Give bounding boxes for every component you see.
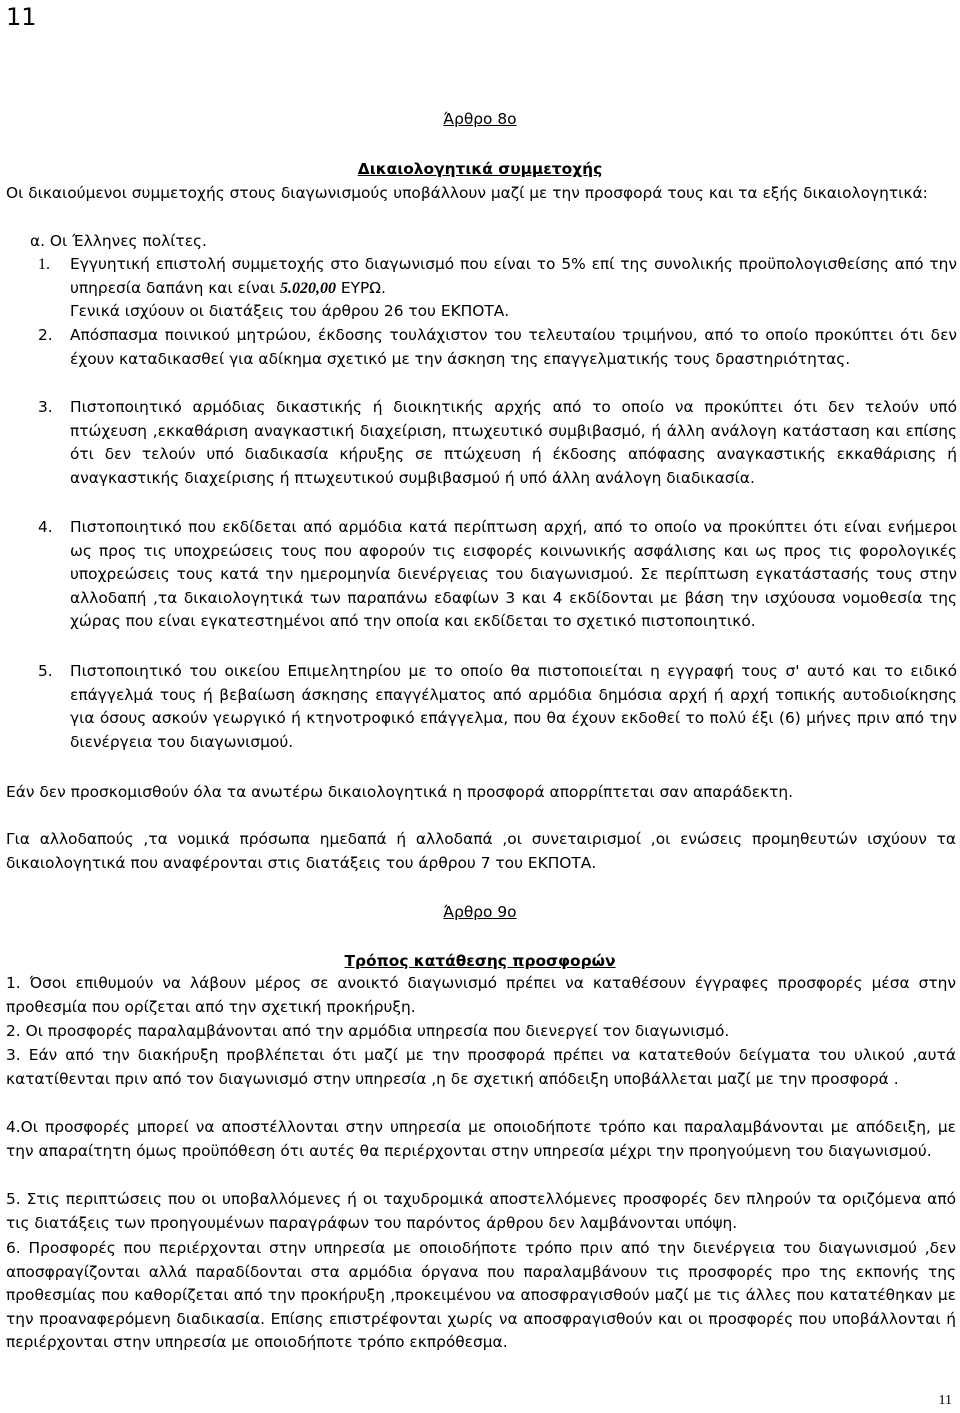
- list-item-note: Γενικά ισχύουν οι διατάξεις του άρθρου 26 του ΕΚΠΟΤΑ.: [70, 302, 510, 320]
- article-8-title: Δικαιολογητικά συμμετοχής: [357, 160, 603, 178]
- article-9-paragraph-6: 6. Προσφορές που περιέρχονται στην υπηρεσία με οποιοδήποτε τρόπο πριν από την διενέργεια του διαγωνισμού ,δεν αποσφραγίζονται αλλά παραδίδονται στα αρμόδια όργανα που παραλαμβάνουν τις προσφορές προ της εκπονής της προθεσμίας που καθορίζεται από την προκήρυξη ,προκειμένου να αποσφραγισθούν μαζί με τις άλλες που κατατέθηκαν με την προαναφερόμενη διαδικασία. Επίσης επιστρέφονται χωρίς να αποσφραγισθούν και οι προσφορές που υποβάλλονται ή περιέρχονται στην υπηρεσία με οποιοδήποτε τρόπο εκπρόθεσμα.: [6, 1239, 956, 1351]
- page-number-bottom: 11: [938, 1393, 952, 1408]
- article-8-heading: Άρθρο 8ο: [443, 110, 517, 128]
- article-9-title: Τρόπος κατάθεσης προσφορών: [344, 952, 616, 970]
- list-item-text: Εγγυητική επιστολή συμμετοχής στο διαγωνισμό που είναι το 5% επί της συνολικής προϋπολογισθείσης από την υπηρεσία δαπάνη και είναι: [70, 255, 957, 297]
- list-item-5: [38, 660, 957, 754]
- list-item-number: 3.: [38, 398, 53, 416]
- rejection-paragraph: Εάν δεν προσκομισθούν όλα τα ανωτέρω δικαιολογητικά η προσφορά απορρίπτεται σαν απαράδεκτη.: [6, 783, 794, 801]
- list-item-text: Πιστοποιητικό του οικείου Επιμελητηρίου με το οποίο θα πιστοποιείται η εγγραφή τους σ' αυτό και το ειδικό επάγγελμά τους ή βεβαίωση άσκησης επαγγέλματος από αρμόδια δημόσια αρχή ή αρχή τοπικής αυτοδιοίκησης για όσους ασκούν γεωργικό ή κτηνοτροφικό επάγγελμα, που θα έχουν εκδοθεί το πολύ έξι (6) μήνες πριν από την διενέργεια του διαγωνισμού.: [70, 662, 957, 751]
- currency-label: ΕΥΡΩ.: [340, 278, 386, 297]
- article-8-intro: Οι δικαιούμενοι συμμετοχής στους διαγωνισμούς υποβάλλουν μαζί με την προσφορά τους και τα εξής δικαιολογητικά:: [6, 184, 928, 202]
- guarantee-amount: 5.020,00: [279, 279, 336, 297]
- list-item-2: [38, 324, 957, 371]
- foreigners-paragraph: Για αλλοδαπούς ,τα νομικά πρόσωπα ημεδαπά ή αλλοδαπά ,οι συνεταιρισμοί ,οι ενώσεις προμηθευτών ισχύουν τα δικαιολογητικά που αναφέρονται στις διατάξεις του άρθρου 7 του ΕΚΠΟΤΑ.: [6, 830, 956, 872]
- list-item-4: [38, 516, 957, 634]
- list-item-1: [38, 253, 957, 324]
- list-item-number: 4.: [38, 518, 53, 536]
- article-9-paragraph-1: 1. Όσοι επιθυμούν να λάβουν μέρος σε ανοικτό διαγωνισμό πρέπει να καταθέσουν έγγραφες προσφορές μέσα στην προθεσμία που ορίζεται από την σχετική προκήρυξη.: [6, 974, 956, 1016]
- list-item-number: 5.: [38, 662, 53, 680]
- list-item-text: Πιστοποιητικό που εκδίδεται από αρμόδια κατά περίπτωση αρχή, από το οποίο να προκύπτει ότι είναι ενήμεροι ως προς τις υποχρεώσεις τους που αφορούν τις εισφορές κοινωνικής ασφάλισης και ως προς τις φορολογικές υποχρεώσεις τους κατά την ημερομηνία διενέργειας του διαγωνισμού. Σε περίπτωση εγκατάστασής τους στην αλλοδαπή ,τα δικαιολογητικά των παραπάνω εδαφίων 3 και 4 εκδίδονται με βάση την ισχύουσα νομοθεσία της χώρας που είναι εγκατεστημένοι από την οποία και εκδίδεται το σχετικό πιστοποιητικό.: [70, 518, 957, 630]
- list-item-number: 2.: [38, 326, 53, 344]
- list-item-text: Πιστοποιητικό αρμόδιας δικαστικής ή διοικητικής αρχής από το οποίο να προκύπτει ότι δεν τελούν υπό πτώχευση ,εκκαθάριση αναγκαστική διαχείριση, πτωχευτικό συμβιβασμό, ή άλλη ανάλογη κατάσταση και επίσης ότι δεν τελούν υπό διαδικασία κήρυξης σε πτώχευση ή έκδοσης απόφασης αναγκαστικής εκκαθάρισης ή αναγκαστικής διαχείρισης ή πτωχευτικού συμβιβασμού ή υπό άλλη ανάλογη διαδικασία.: [70, 398, 957, 487]
- page-number-top: 11: [6, 3, 37, 31]
- list-item-text: Απόσπασμα ποινικού μητρώου, έκδοσης τουλάχιστον του τελευταίου τριμήνου, από το οποίο προκύπτει ότι δεν έχουν καταδικασθεί για αδίκημα σχετικό με την άσκηση της επαγγελματικής τους δραστηριότητας.: [70, 326, 957, 368]
- article-9-paragraph-3: 3. Εάν από την διακήρυξη προβλέπεται ότι μαζί με την προσφορά πρέπει να κατατεθούν δείγματα του υλικού ,αυτά κατατίθενται πριν από τον διαγωνισμό στην υπηρεσία ,η δε σχετική απόδειξη υποβάλλεται μαζί με την προσφορά .: [6, 1046, 956, 1088]
- list-item-number: 1.: [38, 256, 50, 273]
- list-item-3: [38, 396, 957, 490]
- subsection-a: α. Οι Έλληνες πολίτες.: [30, 232, 207, 250]
- article-9-heading: Άρθρο 9ο: [443, 903, 517, 921]
- article-9-paragraph-2: 2. Οι προσφορές παραλαμβάνονται από την αρμόδια υπηρεσία που διενεργεί τον διαγωνισμό.: [6, 1022, 730, 1040]
- article-9-paragraph-4: 4.Οι προσφορές μπορεί να αποστέλλονται στην υπηρεσία με οποιοδήποτε τρόπο και παραλαμβάνονται με απόδειξη, με την απαραίτητη όμως προϋπόθεση ότι αυτές θα περιέρχονται στην υπηρεσία μέχρι την προηγούμενη του διαγωνισμού.: [6, 1118, 956, 1160]
- article-9-paragraph-5: 5. Στις περιπτώσεις που οι υποβαλλόμενες ή οι ταχυδρομικά αποστελλόμενες προσφορές δεν πληρούν τα οριζόμενα από τις διατάξεις των προηγουμένων παραγράφων του παρόντος άρθρου δεν λαμβάνονται υπόψη.: [6, 1190, 956, 1232]
